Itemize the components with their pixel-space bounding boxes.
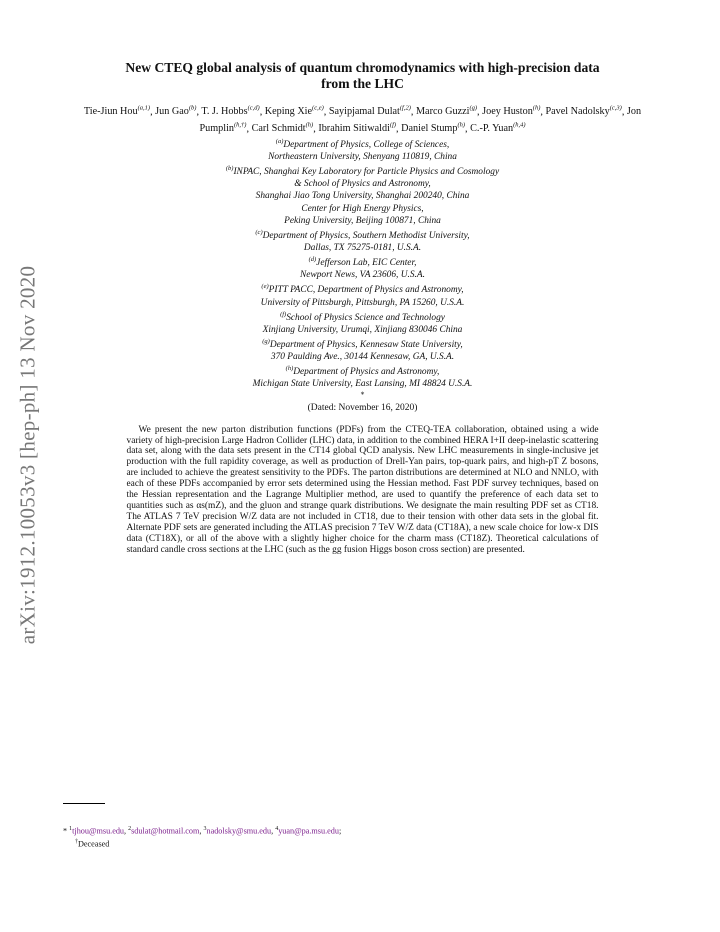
email-index: 3 [203, 826, 207, 832]
affiliation-marker: (g) [262, 337, 270, 345]
author-affiliation-marker: (a,1) [137, 105, 151, 112]
author-name [482, 106, 540, 117]
author-affiliation-marker: (b) [188, 105, 197, 112]
affiliation-line [60, 281, 665, 296]
author-name-text: Joey Huston [482, 106, 533, 118]
email-link[interactable]: yuan@pa.msu.edu [278, 826, 339, 836]
affiliation-text: 370 Paulding Ave., 30144 Kennesaw, GA, U.S.A. [270, 352, 455, 363]
affiliation-text: Department of Physics and Astronomy, [293, 367, 440, 378]
email-link[interactable]: sdulat@hotmail.com [131, 826, 200, 836]
author-name-text: Carl Schmidt [251, 123, 306, 135]
author-name [329, 106, 411, 117]
affiliation-line [60, 363, 665, 378]
author-affiliation-marker: (c,3) [609, 105, 622, 112]
affiliation-text: Peking University, Beijing 100871, China [284, 215, 441, 226]
affiliation-line [60, 254, 665, 269]
title-line-2: from the LHC [321, 76, 404, 91]
deceased-text: Deceased [78, 839, 110, 849]
author-name [545, 106, 621, 117]
author-name-text: T. J. Hobbs [201, 106, 248, 118]
affiliation-text: University of Pittsburgh, Pittsburgh, PA 15260, U.S.A. [260, 297, 465, 308]
affiliation-line [60, 378, 665, 390]
affiliation-line [60, 242, 665, 254]
author-name-text: C.-P. Yuan [470, 123, 514, 135]
affiliation-line [60, 203, 665, 215]
deceased-marker: † [75, 838, 78, 845]
affiliation-marker: (e) [261, 283, 269, 291]
affiliation-marker: (b) [225, 165, 234, 173]
affiliation-line [60, 227, 665, 242]
author-affiliation-marker: (h,†) [234, 121, 247, 129]
affiliation-text: Center for High Energy Physics, [301, 203, 424, 214]
affiliation-text: Department of Physics, Southern Methodist University, [262, 230, 470, 241]
affiliation-line [60, 351, 665, 363]
arxiv-stamp-text: arXiv:1912.10053v3 [hep-ph] 13 Nov 2020 [15, 265, 40, 645]
author-affiliation-marker: (f) [389, 121, 397, 129]
email-link[interactable]: nadolsky@smu.edu [206, 826, 272, 836]
affiliation-marker: (h) [285, 365, 294, 373]
affiliation-line [60, 190, 665, 202]
author-name-text: Marco Guzzi [415, 106, 470, 118]
affiliation-line [60, 163, 665, 178]
author-name [201, 106, 259, 117]
email-footnote: * $^1$tjhou@msu.edu, $^2$sdulat@hotmail.com, $^3$nadolsky@smu.edu, $^4$yuan@pa.msu.edu; [63, 826, 342, 836]
author-affiliation-marker: (f,2) [399, 105, 411, 112]
abstract: We present the new parton distribution functions (PDFs) from the CTEQ-TEA collaboration, obtained using a wide variety of high-precision Large Hadron Collider (LHC) data, in addition to the combined HERA I+II deep-inelastic scattering data set, along with the data sets present in the CT14 global QCD analysis. New LHC measurements in single-inclusive jet production with the full rapidity coverage, as well as production of Drell-Yan pairs, top-quark pairs, and high-pT Z bosons, are included to achieve the greatest sensitivity to the PDFs. The parton distributions are determined at NLO and NNLO, with each of these PDFs accompanied by error sets determined using the Hessian method. Fast PDF survey techniques, based on the Hessian representation and the Lagrange Multiplier method, are used to quantify the preference of each data set to quantities such as αs(mZ), and the gluon and strange quark distributions. We designate the main resulting PDF set as CT18. The ATLAS 7 TeV precision W/Z data are not included in CT18, due to their tension with other data sets in the global fit. Alternate PDF sets are generated including the ATLAS precision 7 TeV W/Z data (CT18A), a new scale choice for low-x DIS data (CT18X), or all of the above with a slightly higher choice for the charm mass (CT18Z). Theoretical calculations of standard candle cross sections at the LHC (such as the gg fusion Higgs boson cross section) are presented. [126, 424, 599, 556]
author-name [470, 123, 525, 134]
author-name-text: Jun Gao [155, 106, 189, 118]
affiliation-line [60, 297, 665, 309]
author-affiliation-marker: (h,4) [513, 121, 526, 129]
author-name-text: Pavel Nadolsky [545, 106, 610, 118]
affiliation-line [60, 324, 665, 336]
affiliation-line [60, 215, 665, 227]
affiliation-text: & School of Physics and Astronomy, [294, 179, 431, 190]
affiliation-text: Xinjiang University, Urumqi, Xinjiang 830046 China [262, 324, 463, 335]
email-link[interactable]: tjhou@msu.edu [72, 826, 125, 836]
affiliation-marker: (c) [255, 228, 263, 236]
affiliation-line [60, 269, 665, 281]
author-name [265, 106, 324, 117]
author-name-text: Ibrahim Sitiwaldi [318, 123, 390, 135]
affiliation-text: Newport News, VA 23606, U.S.A. [300, 270, 425, 281]
affiliation-line [60, 336, 665, 351]
affiliation-list [60, 136, 665, 391]
affiliation-text: Northeastern University, Shenyang 110819, China [268, 152, 457, 162]
affiliation-text: INPAC, Shanghai Key Laboratory for Particle Physics and Cosmology [233, 167, 500, 178]
author-name [155, 106, 196, 117]
affiliation-marker: (d) [308, 256, 317, 263]
author-name-text: Tie-Jiun Hou [83, 106, 138, 118]
author-name-text: Jon Pumplin [199, 106, 642, 135]
email-index: 1 [69, 826, 73, 832]
author-name-text: Daniel Stump [401, 123, 458, 135]
affiliation-line [60, 136, 665, 151]
author-affiliation-marker: (h) [305, 121, 314, 129]
author-name [416, 106, 477, 117]
affiliation-text: Department of Physics, Kennesaw State University, [269, 340, 463, 351]
footnote-marker: * [360, 390, 365, 399]
footnote-divider [63, 803, 105, 804]
email-footnote-marker: * [63, 826, 70, 836]
affiliation-text: Department of Physics, College of Sciences, [283, 139, 450, 150]
affiliation-text: School of Physics Science and Technology [286, 312, 445, 323]
author-name-text: Sayipjamal Dulat [328, 106, 400, 118]
author-list: Tie-Jiun Hou$^{(a,1)}$, Jun Gao$^{(b)}$, T. J. Hobbs$^{(c,d)}$, Keping Xie$^{(c,e)}$, Sayipjamal Dulat$^{(f,2)}$, Marco Guzzi$^{(g)}$, Joey Huston$^{(h)}$, Pavel Nadolsky$^{(c,3)}$, Jon Pumplin$^{(h,\dagger)}$, Carl Schmidt$^{(h)}$, Ibrahim Sitiwaldi$^{(f)}$, Daniel Stump$^{(h)}$, C.-P. Yuan$^{(h,4)}$ [83, 105, 642, 135]
affiliation-line [60, 178, 665, 190]
paper-title [60, 60, 665, 92]
author-name [252, 123, 314, 134]
footnotes [63, 824, 623, 849]
author-affiliation-marker: (c,d) [247, 105, 260, 112]
author-name-text: Keping Xie [264, 106, 313, 118]
author-name [318, 123, 396, 134]
email-index: 2 [128, 826, 132, 832]
author-affiliation-marker: (h) [532, 105, 541, 112]
author-affiliation-marker: (g) [469, 105, 478, 112]
email-index: 4 [275, 826, 279, 832]
affiliation-line [60, 309, 665, 324]
affiliation-line [60, 151, 665, 163]
affiliation-text: Shanghai Jiao Tong University, Shanghai 200240, China [255, 191, 470, 202]
author-affiliation-marker: (c,e) [312, 105, 324, 112]
author-name [401, 123, 465, 134]
arxiv-identifier-stamp [8, 240, 48, 670]
date-line: (Dated: November 16, 2020) [307, 402, 418, 413]
affiliation-text: Jefferson Lab, EIC Center, [316, 258, 417, 269]
affiliation-text: Michigan State University, East Lansing, MI 48824 U.S.A. [252, 379, 473, 390]
affiliation-text: PITT PACC, Department of Physics and Astronomy, [268, 285, 464, 296]
author-name [84, 106, 150, 117]
paper-front-matter [60, 60, 665, 556]
affiliation-text: Dallas, TX 75275-0181, U.S.A. [303, 242, 422, 253]
affiliation-marker: (f) [280, 310, 287, 318]
affiliation-marker: (a) [275, 137, 284, 145]
title-line-1: New CTEQ global analysis of quantum chromodynamics with high-precision data [125, 60, 600, 75]
deceased-footnote [63, 837, 623, 850]
author-affiliation-marker: (h) [457, 121, 466, 129]
